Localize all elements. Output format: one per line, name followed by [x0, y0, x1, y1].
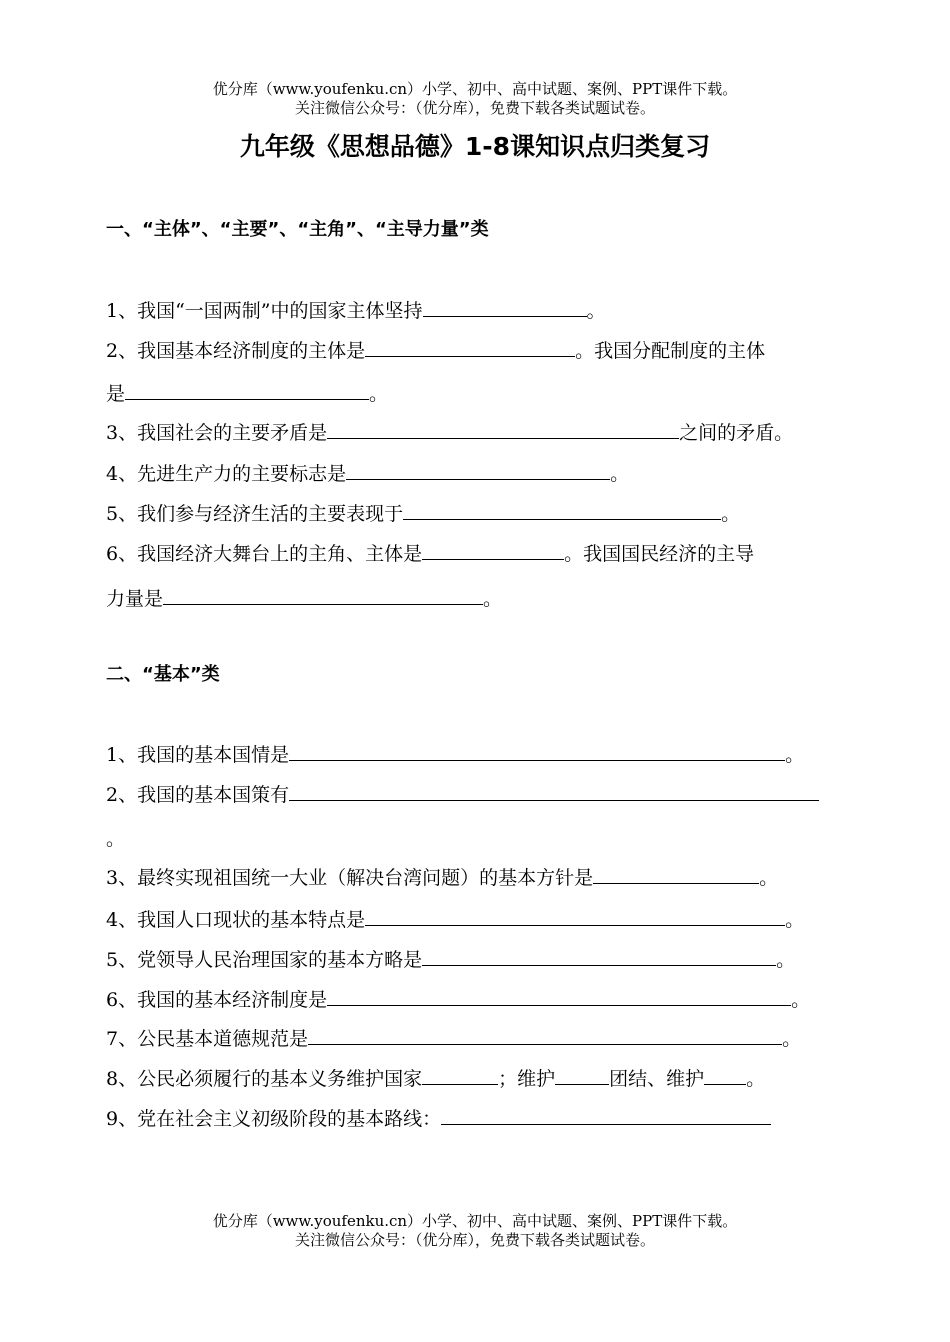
s2-question-3: [106, 863, 778, 892]
s2-q5-end: 。: [776, 949, 796, 971]
s1-q3-blank[interactable]: [327, 418, 679, 439]
s2-q8-blank-2[interactable]: [555, 1064, 609, 1085]
s2-question-2-cont: [106, 825, 125, 853]
s2-q6-end: 。: [791, 989, 811, 1011]
s2-q8-end: 。: [746, 1068, 766, 1090]
s1-question-2: [106, 336, 765, 365]
s2-q3-end: 。: [759, 867, 779, 889]
s2-question-4: [106, 905, 804, 934]
page-header: [0, 80, 950, 118]
s2-question-5: [106, 945, 795, 974]
s1-question-6-cont: [106, 584, 502, 613]
s1-question-1: [106, 296, 606, 325]
s2-question-1: [106, 740, 804, 769]
s2-q2-end: 。: [106, 828, 126, 850]
s2-q9-blank[interactable]: [441, 1104, 771, 1125]
s1-question-4: [106, 459, 629, 488]
s2-question-6: [106, 985, 810, 1014]
s1-q5-end: 。: [721, 503, 741, 525]
s2-q7-end: 。: [782, 1028, 802, 1050]
s1-q2-end: 。: [369, 383, 389, 405]
s2-q9-text: 9、党在社会主义初级阶段的基本路线：: [106, 1108, 442, 1130]
s2-q1-text: 1、我国的基本国情是: [106, 744, 290, 766]
s2-q3-text: 3、最终实现祖国统一大业（解决台湾问题）的基本方针是: [106, 867, 594, 889]
s1-q2-blank-1[interactable]: [365, 336, 575, 357]
s1-q1-text: 1、我国“一国两制”中的国家主体坚持: [106, 300, 423, 322]
s2-q6-blank[interactable]: [327, 985, 791, 1006]
s2-question-8: [106, 1064, 765, 1093]
s1-q6-text: 6、我国经济大舞台上的主角、主体是: [106, 543, 423, 565]
s1-question-3: [106, 418, 793, 447]
s2-q8-text-2: ；维护: [498, 1068, 556, 1090]
s1-q6-text-2: 。我国国民经济的主导: [564, 543, 755, 565]
document-title: 九年级《思想品德》1-8课知识点归类复习: [239, 132, 711, 161]
s2-q7-text: 7、公民基本道德规范是: [106, 1028, 309, 1050]
s2-q8-blank-3[interactable]: [704, 1064, 746, 1085]
s1-q2-text-3: 是: [106, 383, 126, 405]
footer-line-1: 优分库（www.youfenku.cn）小学、初中、高中试题、案例、PPT课件下载。: [212, 1212, 738, 1230]
s2-q8-text: 8、公民必须履行的基本义务维护国家: [106, 1068, 423, 1090]
section-2-heading: 二、“基本”类: [106, 664, 220, 685]
s2-q1-end: 。: [785, 744, 805, 766]
s1-q6-blank-2[interactable]: [163, 584, 483, 605]
s2-question-2: [106, 780, 819, 809]
s2-q5-text: 5、党领导人民治理国家的基本方略是: [106, 949, 423, 971]
s1-q6-blank-1[interactable]: [422, 539, 564, 560]
s1-q3-end: 之间的矛盾。: [679, 422, 794, 444]
s1-q5-blank[interactable]: [403, 499, 721, 520]
s1-q5-text: 5、我们参与经济生活的主要表现于: [106, 503, 404, 525]
header-line-2: 关注微信公众号：（优分库），免费下载各类试题试卷。: [294, 99, 655, 117]
page-footer: [0, 1212, 950, 1250]
s1-q4-end: 。: [610, 463, 630, 485]
s1-question-6: [106, 539, 754, 568]
s2-q4-text: 4、我国人口现状的基本特点是: [106, 909, 366, 931]
s1-q4-blank[interactable]: [346, 459, 610, 480]
s1-q1-end: 。: [586, 300, 606, 322]
s2-question-9: [106, 1104, 771, 1133]
s2-q2-text: 2、我国的基本国策有: [106, 784, 290, 806]
s1-q6-end: 。: [483, 588, 503, 610]
s1-q4-text: 4、先进生产力的主要标志是: [106, 463, 347, 485]
s2-q8-text-3: 团结、维护: [609, 1068, 705, 1090]
s1-question-2-cont: [106, 379, 388, 408]
s1-q2-text-2: 。我国分配制度的主体: [575, 340, 766, 362]
s1-q2-text: 2、我国基本经济制度的主体是: [106, 340, 366, 362]
s1-q1-blank[interactable]: [423, 296, 587, 317]
s2-q2-blank[interactable]: [289, 780, 819, 801]
footer-line-2: 关注微信公众号：（优分库），免费下载各类试题试卷。: [294, 1231, 655, 1249]
s1-q3-text: 3、我国社会的主要矛盾是: [106, 422, 328, 444]
s1-q2-blank-2[interactable]: [125, 379, 369, 400]
section-1-heading: 一、“主体”、“主要”、“主角”、“主导力量”类: [106, 219, 489, 240]
s2-question-7: [106, 1024, 801, 1053]
s2-q7-blank[interactable]: [308, 1024, 782, 1045]
header-line-1: 优分库（www.youfenku.cn）小学、初中、高中试题、案例、PPT课件下载。: [212, 80, 738, 98]
s2-q1-blank[interactable]: [289, 740, 785, 761]
s2-q8-blank-1[interactable]: [422, 1064, 498, 1085]
s2-q5-blank[interactable]: [422, 945, 776, 966]
s2-q4-blank[interactable]: [365, 905, 785, 926]
s1-question-5: [106, 499, 740, 528]
s2-q4-end: 。: [785, 909, 805, 931]
s1-q6-text-3: 力量是: [106, 588, 164, 610]
s2-q6-text: 6、我国的基本经济制度是: [106, 989, 328, 1011]
s2-q3-blank[interactable]: [593, 863, 759, 884]
